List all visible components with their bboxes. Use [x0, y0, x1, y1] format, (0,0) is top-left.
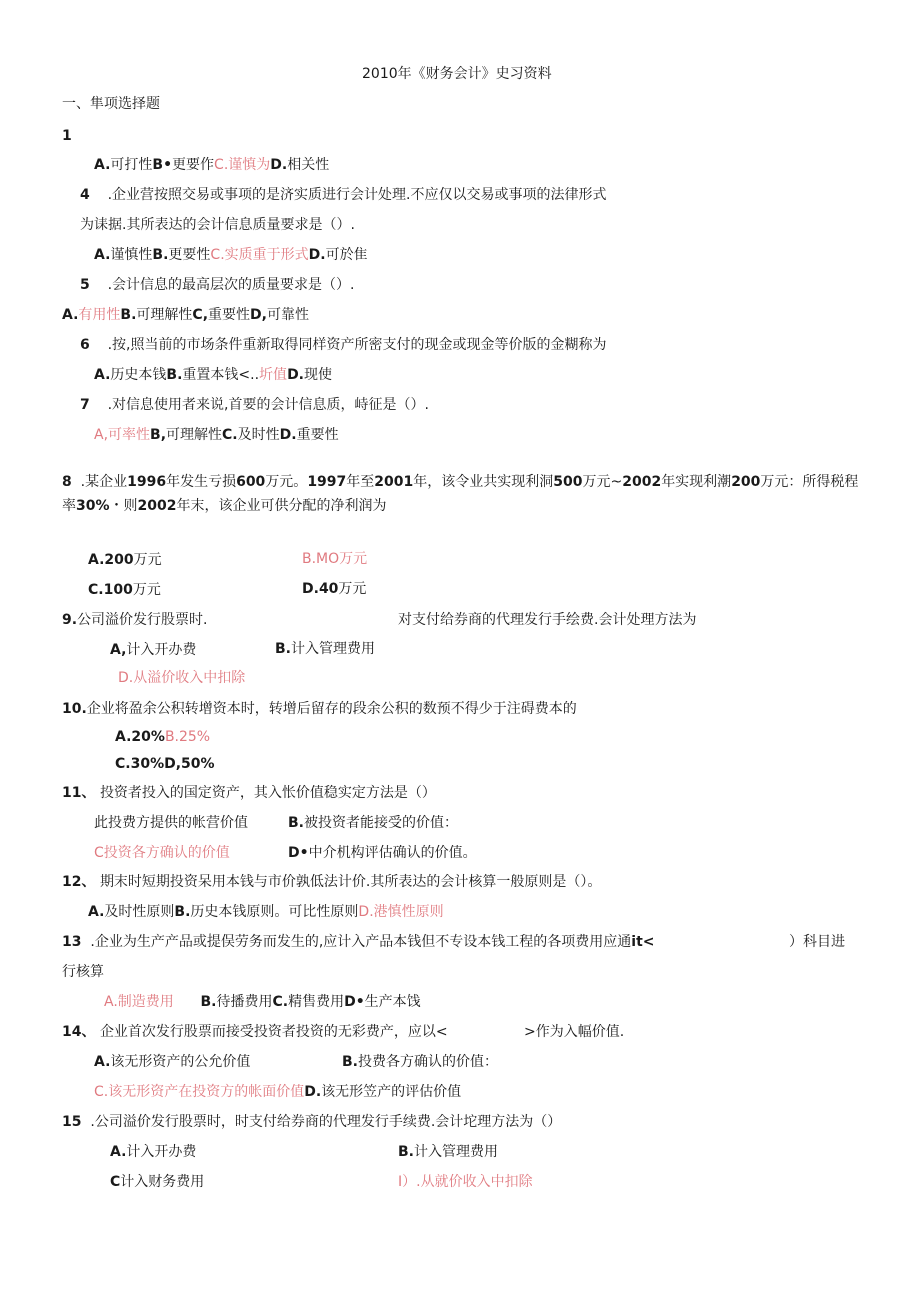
q11-text: 11、 投资者投入的国定资产，其入怅价值稳实定方法是（） — [62, 785, 436, 801]
q9-text-right: 对支付给券商的代理发行手绘费.会计处理方法为 — [398, 612, 697, 628]
q14-options-cd: C.该无形资产在投资方的帐面价值D.该无形笠产的评估价值 — [94, 1084, 462, 1100]
q13-options: A.制造费用 B.待播费用C.精售费用D•生产本饯 — [104, 994, 421, 1010]
q9-text: 9.公司溢价发行股票时. — [62, 612, 208, 628]
q4-options: A.谨慎性B.更要性C.实质重于形式D.可於隹 — [94, 247, 368, 263]
q8-option-a: A.200万元 — [88, 552, 162, 568]
q15-text: 15 .公司溢价发行股票时，时支付给券商的代理发行手续费.会计坨理方法为（） — [62, 1114, 562, 1130]
q13-text-cont: 行核算 — [62, 964, 104, 980]
q8-text: 8 .某企业1996年发生亏损600万元。1997年至2001年，该令业共实现利洞500万元~2002年实现利潮200万元：所得税程 — [62, 474, 859, 490]
q9-option-a: A,计入开办费 — [110, 642, 197, 658]
q7-text: 7 .对信息使用者来说,首要的会计信息质，峙征是（）. — [80, 397, 429, 413]
q8-option-d: D.40万元 — [302, 581, 367, 597]
question-number: 1 — [62, 128, 72, 144]
q9-option-b: B.计入管理费用 — [275, 641, 375, 657]
q14-text: 14、 企业首次发行股票而接受投资者投资的无彩费产，应以< — [62, 1024, 448, 1040]
q13-text: 13 .企业为生产产品或提俣劳务而发生的,应计入产品本钱但不专设本钱工程的各项费用应通it< — [62, 934, 655, 950]
q9-option-d: D.从溢价收入中扣除 — [118, 670, 246, 686]
q12-text: 12、 期末时短期投资呆用本钱与市价孰低法计价.其所表达的会计核算一般原则是（）。 — [62, 874, 602, 890]
q6-options: A.历史本钱B.重置本钱<..圻值D.现使 — [94, 367, 333, 383]
q8-text-cont: 率30%・则2002年末，该企业可供分配的净利润为 — [62, 498, 387, 514]
q11-option-c: C投资各方确认的价值 — [94, 845, 230, 861]
q6-text: 6 .按,照当前的市场条件重新取得同样资产所密支付的现金或现金等价版的金糊称为 — [80, 337, 607, 353]
q10-options-cd: C.30%D,50% — [115, 756, 215, 772]
q8-option-c: C.100万元 — [88, 582, 161, 598]
q14-option-a: A.该无形资产的公允价值 — [94, 1054, 251, 1070]
q11-option-b: B.被投资者能接受的价值： — [288, 815, 458, 831]
page-title: 2010年《财务会计》史习资料 — [362, 66, 552, 82]
q15-option-d: I）.从就价收入中扣除 — [398, 1174, 533, 1190]
q10-options-ab: A.20%B.25% — [115, 729, 211, 745]
q4-text-cont: 为诔据.其所表达的会计信息质量要求是（）. — [80, 217, 355, 233]
q7-options: A,可率性B,可理解性C.及时性D.重要性 — [94, 427, 339, 443]
q15-option-c: C计入财务费用 — [110, 1174, 205, 1190]
q13-text-right: ）科目进 — [789, 934, 845, 950]
q10-text: 10.企业将盈余公积转增资本时，转增后留存的段余公积的数预不得少于注碍费本的 — [62, 701, 577, 717]
q4-text: 4 .企业营按照交易或事项的是济实质进行会计处理.不应仅以交易或事项的法律形式 — [80, 187, 607, 203]
q11-option-d: D•中介机构评估确认的价值。 — [288, 845, 477, 861]
q15-option-b: B.计入管理费用 — [398, 1144, 498, 1160]
q5-options: A.有用性B.可理解性C,重要性D,可靠性 — [62, 307, 309, 323]
q14-option-b: B.投费各方确认的价值： — [342, 1054, 498, 1070]
q15-option-a: A.计入开办费 — [110, 1144, 197, 1160]
q11-option-a: 此投费方提供的帐营价值 — [94, 815, 248, 831]
q5-text: 5 .会计信息的最高层次的质量要求是（）. — [80, 277, 355, 293]
section-heading: 一、隼项选择题 — [62, 96, 160, 112]
q8-option-b: B.MO万元 — [302, 551, 368, 567]
q1-options: A.可打性B•更要作C.谨慎为D.相关性 — [94, 157, 330, 173]
q14-text-right: >作为入幅价值. — [524, 1024, 625, 1040]
q12-options: A.及时性原则B.历史本钱原则。可比性原则D.港慎性原则 — [88, 904, 444, 920]
